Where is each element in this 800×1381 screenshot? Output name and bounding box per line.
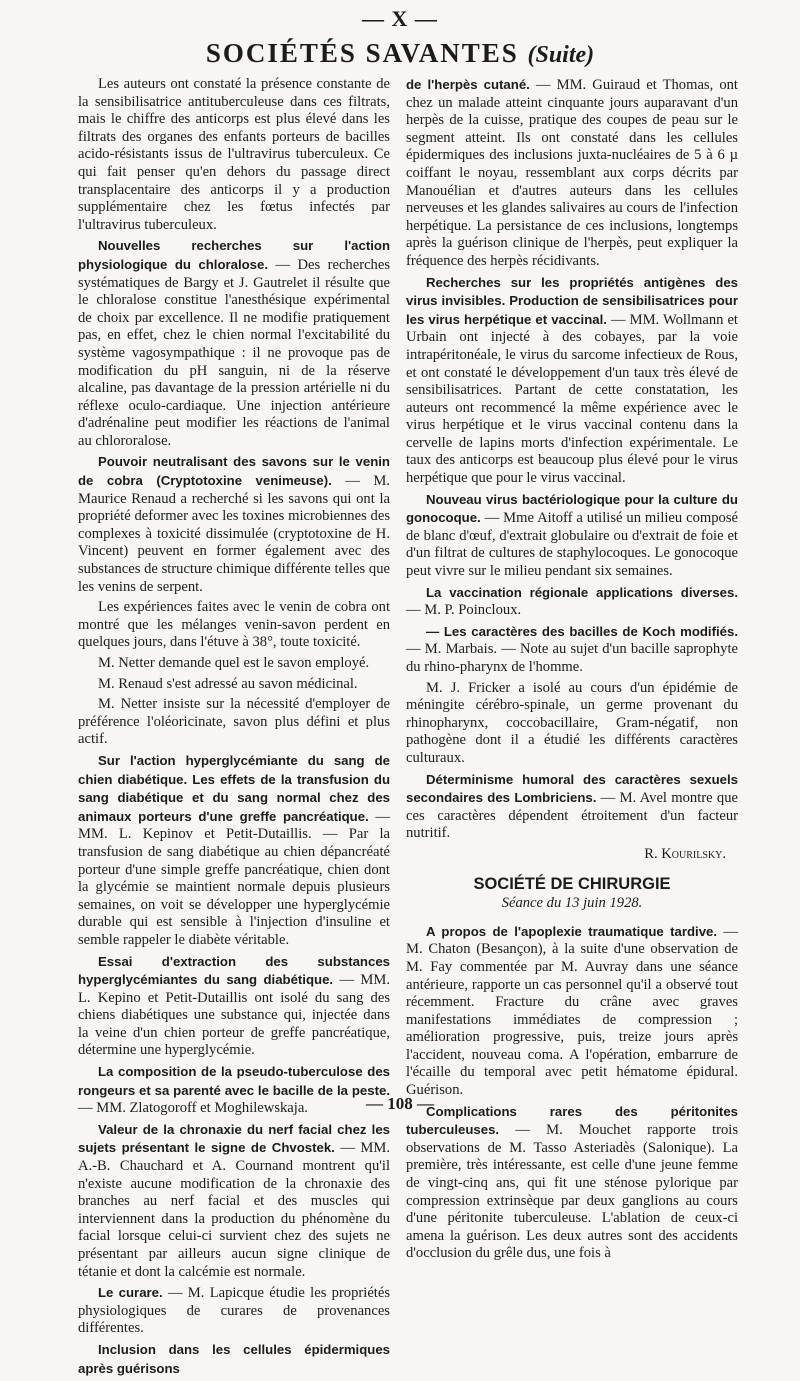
paragraph-text: — M. Lapicque étudie les propriétés physiologiques de curares de provenances différentes. bbox=[78, 1285, 391, 1337]
paragraph-heading: Sur l'action hyperglycémiante du sang de chien diabétique. Les effets de la transfusion du sang diabétique et du sang normal chez des animaux porteurs d'une greffe pancréatique. bbox=[78, 752, 390, 824]
signature: R. Kourilsky. bbox=[644, 845, 726, 862]
paragraph-heading: Nouveau virus bactériologique pour la culture du gonocoque. bbox=[406, 491, 738, 526]
paragraph bbox=[406, 923, 738, 1100]
paragraph bbox=[78, 696, 390, 749]
session-date: Séance du 13 juin 1928. bbox=[501, 895, 643, 912]
paragraph bbox=[78, 453, 390, 596]
section-heading: SOCIÉTÉ DE CHIRURGIE bbox=[473, 874, 671, 893]
paragraph-heading: La vaccination régionale applications diverses. bbox=[426, 584, 738, 600]
paragraph bbox=[78, 1284, 390, 1338]
paragraph bbox=[78, 76, 390, 234]
paragraph bbox=[78, 237, 390, 450]
paragraph-text: Les expériences faites avec le venin de cobra ont montré que les mélanges venin-savon perdent en quelques jours, dans l'étuve à 38°, toute toxicité. bbox=[78, 599, 390, 651]
title-text: SOCIÉTÉS SAVANTES bbox=[205, 38, 519, 68]
paragraph bbox=[78, 752, 390, 950]
paragraph bbox=[406, 274, 738, 488]
paragraph-text: M. Netter demande quel est le savon employé. bbox=[98, 655, 370, 671]
paragraph bbox=[78, 953, 390, 1061]
paragraph-heading: Déterminisme humoral des caractères sexuels secondaires des Lombriciens. bbox=[406, 771, 738, 806]
paragraph-heading: Pouvoir neutralisant des savons sur le venin de cobra (Cryptotoxine venimeuse). bbox=[78, 454, 390, 489]
paragraph bbox=[406, 771, 738, 843]
paragraph-text: — MM. Wollmann et Urbain ont injecté à des cobayes, par la voie intrapéritonéale, le virus du sarcome infectieux de Rous, et ont constaté le développement d'un taux très élevé de sensibilisatrices. Partant de cette constatation, les auteurs ont recommencé la même expérience avec le virus herpétique et le virus vaccinal contenu dans la cervelle de lapins morts d'infection expérimentale. Le taux des anticorps est beaucoup plus élevé pour le virus herpétique que pour le virus vaccinal. bbox=[406, 311, 738, 487]
title-suffix: (Suite) bbox=[527, 42, 595, 68]
paragraph-text: — MM. Zlatogoroff et Moghilewskaja. bbox=[78, 1100, 308, 1117]
paragraph-heading: Valeur de la chronaxie du nerf facial chez les sujets présentant le signe de Chvostek. bbox=[78, 1121, 390, 1156]
paragraph-text: — Des recherches systématiques de Bargy et J. Gautrelet il résulte que le chloralose constitue l'anesthésique expérimental de choix par excellence. Il ne modifie pratiquement pas, en effet, chez le chien normal l'excitabilité du système vagosympathique : il ne provoque pas de modification du pH sanguin, ni de la réserve alcaline, pas davantage de la pression artérielle ni du réflexe oculo-cardiaque. Une injection antérieure d'adrénaline peut modifier les réactions de l'animal au chlororalose. bbox=[78, 256, 390, 449]
paragraph bbox=[406, 1103, 738, 1263]
paragraph bbox=[78, 1121, 390, 1281]
paragraph bbox=[78, 599, 390, 652]
paragraph-text: M. Renaud s'est adressé au savon médicinal. bbox=[98, 675, 358, 692]
paragraph bbox=[78, 676, 390, 694]
paragraph-text: — M. Marbais. — Note au sujet d'un bacille saprophyte du rhino-pharynx de l'homme. bbox=[406, 641, 738, 675]
paragraph-text: Les auteurs ont constaté la présence constante de la sensibilisatrice antituberculeuse dans ces filtrats, mais le chiffre des anticorps est plus élevé dans les filtrats des organes des enfants porteurs de bacilles acido-résistants issus de l'ultravirus tuberculeux. Ce qui fait penser qu'en dehors du passage direct transplacentaire des anticorps il y a production supplémentaire chez les fœtus infectés par l'ultravirus tuberculeux. bbox=[78, 76, 390, 233]
paragraph-text: — MM. L. Kepinov et Petit-Dutaillis. — Par la transfusion de sang diabétique au chien dépancréaté porteur d'une simple greffe pancréatique, chien dont la glycémie se maintient normale depuis plusieurs semaines, on voit se développer une hyperglycémie durable qui est sensible à l'injection d'insuline et semble rappeler le diabète véritable. bbox=[78, 808, 390, 948]
left-column bbox=[78, 76, 390, 1381]
paragraph bbox=[78, 1341, 390, 1378]
page-number: — 108 — bbox=[366, 1094, 434, 1113]
paragraph-heading: Recherches sur les propriétés antigènes des virus invisibles. Production de sensibilisatrices pour les virus herpétique et vaccinal. bbox=[406, 274, 738, 327]
paragraph-heading: Le curare. bbox=[98, 1285, 163, 1301]
paragraph-heading: Essai d'extraction des substances hyperglycémiantes du sang diabétique. bbox=[78, 953, 390, 988]
paragraph-text: — Mme Aitoff a utilisé un milieu composé de blanc d'œuf, d'extrait globulaire ou d'extrait de foie et d'un filtrat de cultures de staphylocoques. Le gonocoque peut vivre sur le milieu pendant six semaines. bbox=[406, 510, 738, 580]
right-column bbox=[406, 76, 738, 1266]
page-title bbox=[0, 38, 800, 69]
paragraph-heading: La composition de la pseudo-tuberculose des rongeurs et sa parenté avec le bacille de la peste. bbox=[78, 1064, 390, 1098]
paragraph bbox=[406, 623, 738, 677]
paragraph-text: — M. Mouchet rapporte trois observations de M. Tasso Asteriadès (Salonique). La première, très intéressante, est celle d'une jeune femme de vingt-cinq ans, qui fit une sténose pylorique par compression extrinsèque par deux ganglions au cours d'une péritonite tuberculeuse. L'ablation de ceux-ci amena la guérison. Les deux autres sont des accidents d'occlusion du grêle dus, une fois à bbox=[406, 1122, 738, 1262]
paragraph-text: — MM. Guiraud et Thomas, ont chez un malade atteint cinquante jours auparavant d'un herpès de la cuisse, pratique des coupes de peau sur le segment atteint. Ils ont constaté dans les cellules épidermiques des inclusions juxta-nucléaires de 5 à 6 µ coiffant le noyau, ressemblant aux corps décrits par Manouélian et d'autres auteurs dans les cellules nerveuses et les glandes salivaires au cours de l'infection herpétique. La persistance de ces inclusions, longtemps après la guérison clinique de l'herpès, peut expliquer la fréquence des herpès récidivants. bbox=[406, 77, 738, 269]
paragraph-text: — M. Maurice Renaud a recherché si les savons qui ont la propriété deformer avec les toxines microbiennes des complexes à toxicité dissimulée (cryptotoxine de H. Vincent) peuvent en former également avec des substances de structure chimique différente telles que les venins de serpent. bbox=[78, 473, 390, 595]
paragraph-text: M. Netter insiste sur la nécessité d'employer de préférence l'oléoricinate, savon plus défini et plus actif. bbox=[78, 696, 390, 748]
paragraph bbox=[406, 76, 738, 271]
paragraph-text: M. J. Fricker a isolé au cours d'un épidémie de méningite cérébro-spinale, un germe provenant du rhinopharynx, coccobacillaire, Gram-négatif, non pathogène dont il a étudié les différents caractères culturaux. bbox=[406, 679, 738, 766]
paragraph bbox=[406, 584, 738, 620]
paragraph-text: — MM. A.-B. Chauchard et A. Cournand montrent qu'il n'existe aucune modification de la chronaxie des branches au nerf facial et des muscles qui interviennent dans la production du phénomène du facial lorsque celui-ci survient chez des sujets ne présentant par ailleurs aucun signe clinique de tétanie et dont la calcémie est normale. bbox=[78, 1140, 390, 1280]
paragraph bbox=[406, 680, 738, 768]
paragraph-text: — MM. L. Kepino et Petit-Dutaillis ont isolé du sang des chiens diabétiques une substance qui, injectée dans la veine d'un chien porteur de greffe pancréatique, détermine une hyperglycémie. bbox=[78, 972, 390, 1059]
paragraph-text: — M. P. Poincloux. bbox=[406, 602, 522, 619]
paragraph-heading: de l'herpès cutané. bbox=[406, 77, 530, 92]
paragraph-heading: — Les caractères des bacilles de Koch modifiés. bbox=[426, 623, 738, 639]
paragraph bbox=[406, 491, 738, 581]
paragraph bbox=[78, 655, 390, 673]
page-roman-numeral: — X — bbox=[362, 6, 438, 31]
paragraph-text: — M. Chaton (Besançon), à la suite d'une observation de M. Fay commentée par M. Auvray dans une séance antérieure, rapporte un cas personnel qu'il a observé tout récemment. Fracture du crâne avec graves manifestations immédiates de compression ; amélioration progressive, puis, treize jours après l'accident, nouveau coma. A l'opération, embarrure de l'écaille du temporal avec petit hématome épidural. Guérison. bbox=[406, 923, 738, 1099]
paragraph-heading: Complications rares des péritonites tuberculeuses. bbox=[406, 1103, 738, 1138]
paragraph-heading: Inclusion dans les cellules épidermiques après guérisons bbox=[78, 1341, 390, 1376]
paragraph-heading: Nouvelles recherches sur l'action physiologique du chloralose. bbox=[78, 238, 390, 272]
paragraph-heading: A propos de l'apoplexie traumatique tardive. bbox=[426, 923, 718, 939]
paragraph-text: — M. Avel montre que ces caractères dépendent étroitement d'un facteur nutritif. bbox=[406, 790, 738, 842]
